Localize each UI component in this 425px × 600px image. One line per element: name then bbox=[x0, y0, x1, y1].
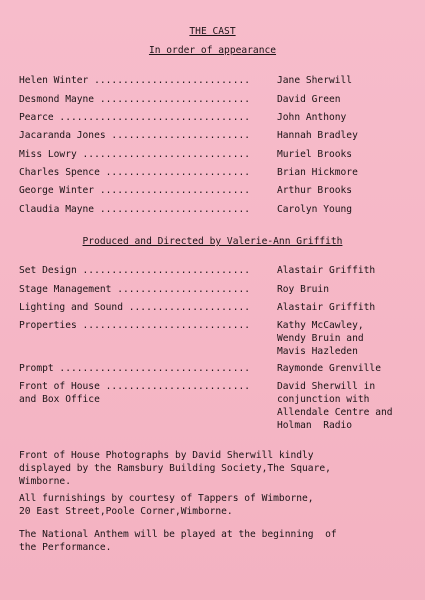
production-heading: Produced and Directed by Valerie-Ann Griffith bbox=[82, 236, 343, 247]
cast-row bbox=[19, 203, 419, 216]
cast-subtitle: In order of appearance bbox=[148, 45, 277, 56]
crew-role: Prompt ................................. bbox=[19, 363, 251, 374]
cast-role: Desmond Mayne .......................... bbox=[19, 94, 251, 105]
crew-role: Properties ............................. bbox=[19, 320, 251, 331]
crew-role: Stage Management ....................... bbox=[19, 284, 251, 295]
cast-role: George Winter .......................... bbox=[19, 185, 251, 196]
crew-row bbox=[19, 264, 419, 277]
crew-role: Lighting and Sound ..................... bbox=[19, 302, 251, 313]
cast-role: Helen Winter ........................... bbox=[19, 75, 251, 86]
cast-role: Charles Spence ......................... bbox=[19, 167, 251, 178]
cast-actor: Arthur Brooks bbox=[277, 185, 353, 196]
cast-actor: Jane Sherwill bbox=[277, 75, 353, 86]
cast-actor: David Green bbox=[277, 94, 341, 105]
cast-row bbox=[19, 166, 419, 179]
cast-role: Claudia Mayne .......................... bbox=[19, 204, 251, 215]
crew-row bbox=[19, 362, 419, 375]
crew-member: Kathy McCawley, Wendy Bruin and Mavis Hazleden bbox=[277, 320, 364, 357]
crew-member: Roy Bruin bbox=[277, 284, 329, 295]
cast-row bbox=[19, 93, 419, 106]
crew-role: Set Design ............................. bbox=[19, 265, 251, 276]
cast-actor: Muriel Brooks bbox=[277, 149, 353, 160]
cast-actor: John Anthony bbox=[277, 112, 347, 123]
cast-row bbox=[19, 74, 419, 87]
cast-actor: Carolyn Young bbox=[277, 204, 353, 215]
cast-title: THE CAST bbox=[189, 26, 236, 37]
cast-role: Jacaranda Jones ........................ bbox=[19, 130, 251, 141]
cast-row bbox=[19, 111, 419, 124]
cast-row bbox=[19, 129, 419, 142]
crew-row bbox=[19, 301, 419, 314]
anthem-note: The National Anthem will be played at the beginning of the Performance. bbox=[19, 529, 337, 553]
cast-actor: Hannah Bradley bbox=[277, 130, 358, 141]
crew-member: Raymonde Grenville bbox=[277, 363, 381, 374]
crew-member: Alastair Griffith bbox=[277, 302, 376, 313]
cast-row bbox=[19, 148, 419, 161]
photographs-note: Front of House Photographs by David Sherwill kindly displayed by the Ramsbury Building Society,The Square, Wimborne. bbox=[19, 450, 331, 487]
crew-row bbox=[19, 283, 419, 296]
cast-row bbox=[19, 184, 419, 197]
cast-actor: Brian Hickmore bbox=[277, 167, 358, 178]
crew-member: David Sherwill in conjunction with Allendale Centre and Holman Radio bbox=[277, 381, 393, 431]
crew-role: Front of House ......................... and Box Office bbox=[19, 381, 251, 405]
crew-member: Alastair Griffith bbox=[277, 265, 376, 276]
furnishings-note: All furnishings by courtesy of Tappers of Wimborne, 20 East Street,Poole Corner,Wimborne. bbox=[19, 493, 314, 517]
cast-role: Pearce ................................. bbox=[19, 112, 251, 123]
cast-role: Miss Lowry ............................. bbox=[19, 149, 251, 160]
